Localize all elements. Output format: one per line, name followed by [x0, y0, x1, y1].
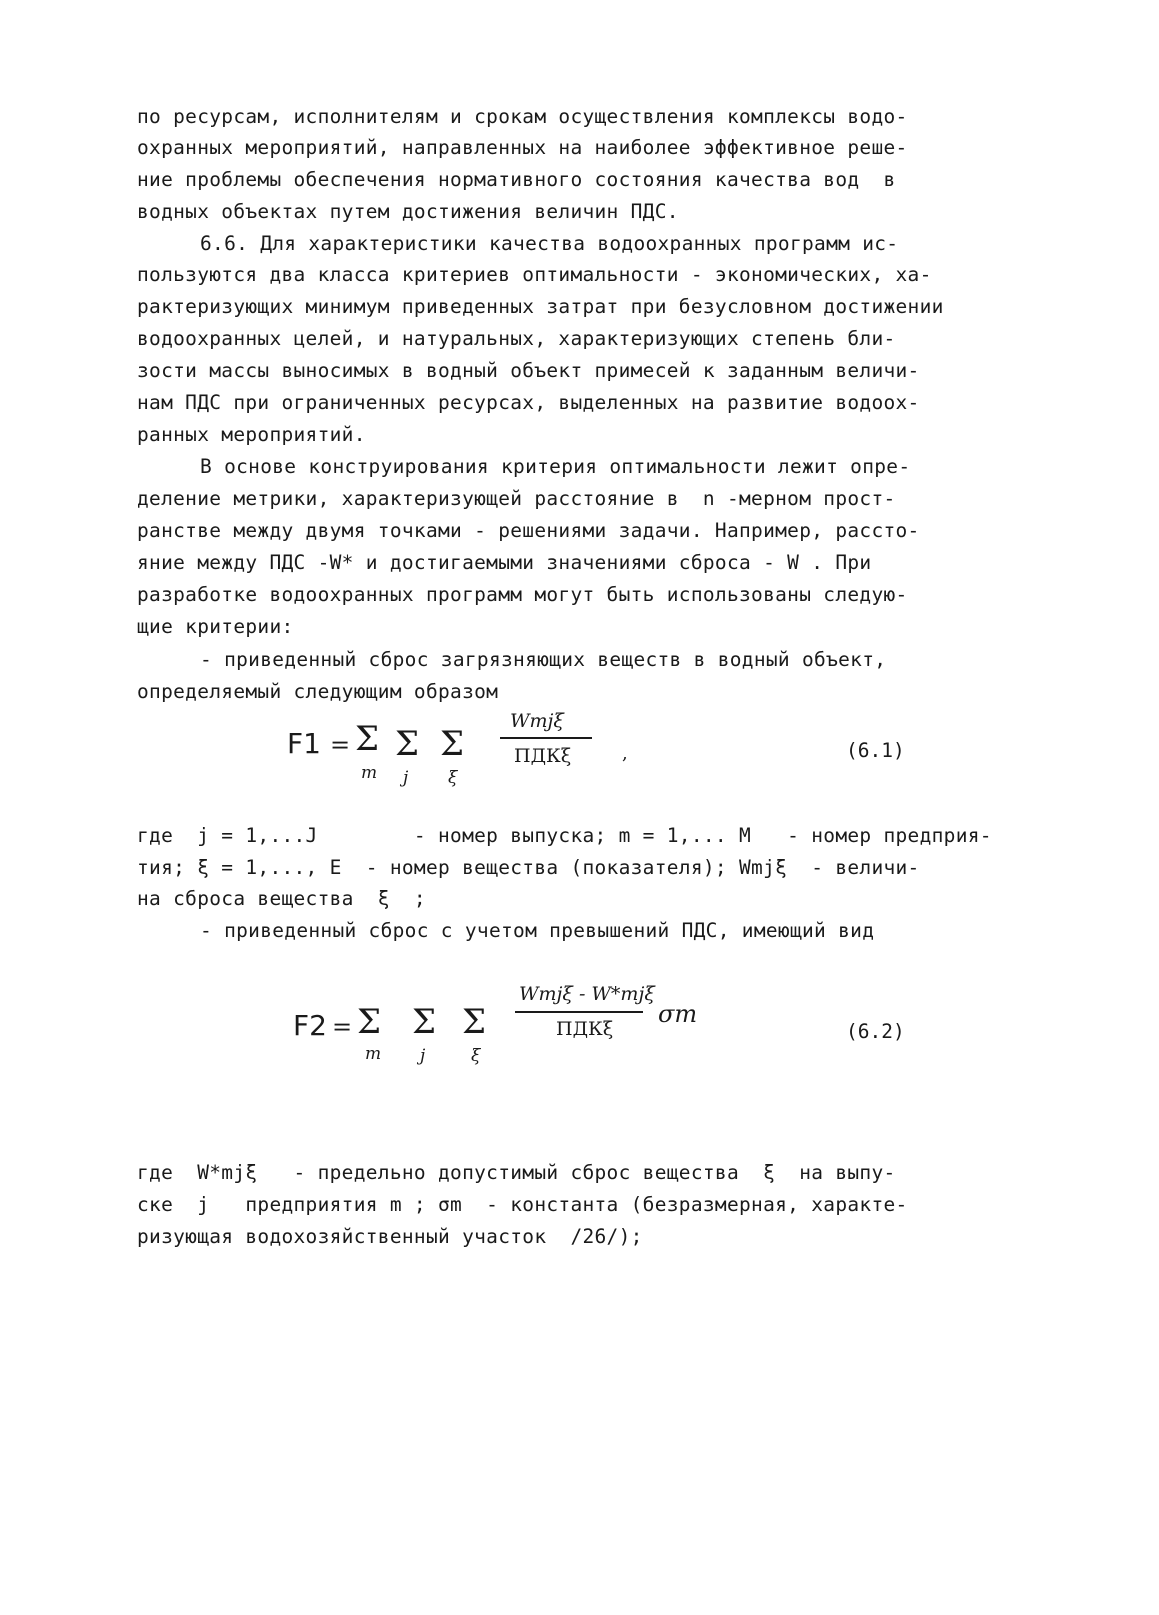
text-line: водных объектах путем достижения величин ПДС. [137, 200, 679, 223]
fraction-denominator: ПДКξ [514, 745, 572, 767]
sum-index: ξ [448, 768, 458, 788]
text-line: разработке водоохранных программ могут быть использованы следую- [137, 583, 908, 606]
text-line: деление метрики, характеризующей расстояние в n -мерном прост- [137, 487, 896, 510]
text-line: ранных мероприятий. [137, 423, 366, 446]
sum-symbol: Σ [357, 1002, 382, 1042]
text-line: нам ПДС при ограниченных ресурсах, выделенных на развитие водоох- [137, 391, 920, 414]
text-line: - приведенный сброс с учетом превышений ПДС, имеющий вид [200, 919, 875, 942]
text-line: рактеризующих минимум приведенных затрат при безусловном достижении [137, 295, 944, 318]
fraction-numerator: Wmjξ [510, 710, 564, 732]
sum-index: m [365, 1044, 382, 1064]
formula-comma: , [622, 743, 628, 764]
equals-sign: = [332, 1013, 353, 1041]
equation-number: (6.1) [846, 739, 905, 762]
sum-symbol: Σ [440, 724, 465, 764]
text-line: 6.6. Для характеристики качества водоохранных программ ис- [200, 232, 899, 255]
text-line: ске j предприятия m ; σm - константа (безразмерная, характе- [137, 1193, 908, 1216]
sum-symbol: Σ [462, 1002, 487, 1042]
text-line: ризующая водохозяйственный участок /26/); [137, 1225, 643, 1248]
sum-symbol: Σ [412, 1002, 437, 1042]
text-line: тия; ξ = 1,..., E - номер вещества (показателя); Wmjξ - величи- [137, 856, 920, 879]
text-line: пользуются два класса критериев оптимальности - экономических, ха- [137, 263, 932, 286]
text-line: - приведенный сброс загрязняющих веществ в водный объект, [200, 648, 887, 671]
text-line: щие критерии: [137, 615, 294, 638]
fraction-bar [500, 737, 592, 739]
fraction-denominator: ПДКξ [556, 1018, 614, 1040]
equation-number: (6.2) [846, 1020, 905, 1043]
sum-index: m [361, 763, 378, 783]
text-line: ранстве между двумя точками - решениями задачи. Например, рассто- [137, 519, 920, 542]
text-line: по ресурсам, исполнителям и срокам осуществления комплексы водо- [137, 105, 908, 128]
text-line: охранных мероприятий, направленных на наиболее эффективное реше- [137, 136, 908, 159]
sum-symbol: Σ [355, 719, 380, 759]
text-line: зости массы выносимых в водный объект примесей к заданным величи- [137, 359, 920, 382]
text-line: В основе конструирования критерия оптимальности лежит опре- [200, 455, 911, 478]
sum-index: j [403, 768, 409, 788]
text-line: ние проблемы обеспечения нормативного состояния качества вод в [137, 168, 896, 191]
text-line: водоохранных целей, и натуральных, характеризующих степень бли- [137, 327, 896, 350]
text-line: на сброса вещества ξ ; [137, 887, 426, 910]
formula-lhs: F2 [293, 1009, 327, 1042]
text-line: яние между ПДС -W* и достигаемыми значениями сброса - W . При [137, 551, 872, 574]
text-line: где j = 1,...J - номер выпуска; m = 1,... M - номер предприя- [137, 824, 992, 847]
sigma-factor: σm [658, 1000, 698, 1028]
sum-index: j [420, 1046, 426, 1066]
formula-lhs: F1 [287, 727, 321, 760]
sum-index: ξ [471, 1046, 481, 1066]
text-line: где W*mjξ - предельно допустимый сброс вещества ξ на выпу- [137, 1161, 896, 1184]
fraction-numerator: Wmjξ - W*mjξ [519, 983, 655, 1005]
sum-symbol: Σ [395, 724, 420, 764]
text-line: определяемый следующим образом [137, 680, 499, 703]
fraction-bar [515, 1011, 643, 1013]
equals-sign: = [330, 731, 351, 759]
